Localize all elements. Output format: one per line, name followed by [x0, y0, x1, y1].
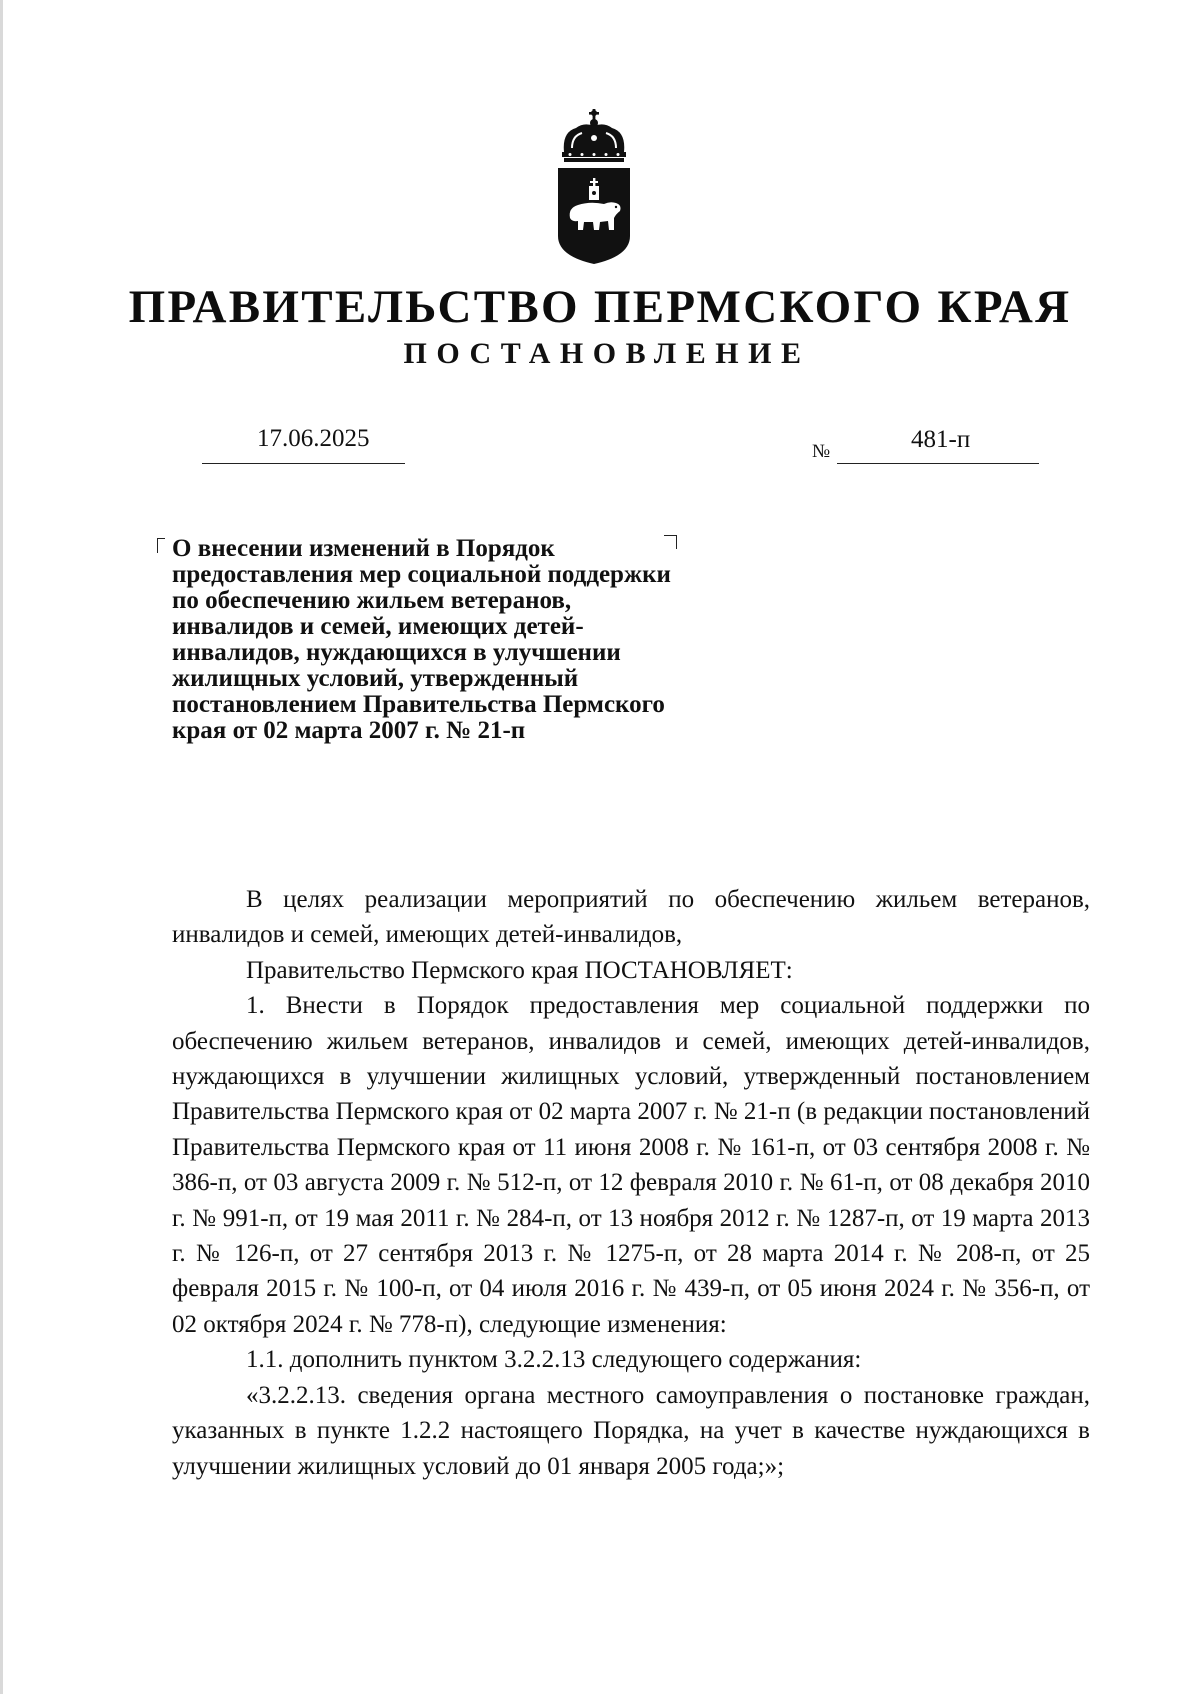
document-date: 17.06.2025 — [257, 425, 370, 452]
government-name: ПРАВИТЕЛЬСТВО ПЕРМСКОГО КРАЯ — [128, 281, 1072, 333]
clause-1-1-paragraph: 1.1. дополнить пунктом 3.2.2.13 следующего содержания: — [246, 1346, 862, 1374]
document-type: ПОСТАНОВЛЕНИЕ — [403, 337, 811, 370]
number-label: № — [812, 441, 831, 462]
date-underline — [202, 463, 405, 464]
document-subject: О внесении изменений в Порядок предоставления мер социальной поддержки по обеспечению жильем ветеранов, инвалидов и семей, имеющих детей-инвалидов, нуждающихся в улучшении жилищных условий, утвержденный постановлением Правительства Пермского края от 02 марта 2007 г. № 21-п — [172, 535, 671, 744]
perm-krai-coat-of-arms-icon — [556, 108, 632, 264]
document-number: 481-п — [911, 426, 971, 453]
preamble-paragraph: В целях реализации мероприятий по обеспечению жильем ветеранов, инвалидов и семей, имеющих детей-инвалидов, — [172, 886, 1090, 949]
number-underline — [837, 463, 1039, 464]
subject-bracket-left — [157, 538, 165, 553]
clause-3-2-2-13-paragraph: «3.2.2.13. сведения органа местного самоуправления о постановке граждан, указанных в пункте 1.2.2 настоящего Порядка, на учет в качестве нуждающихся в улучшении жилищных условий до 01 января 2005 года;»; — [172, 1381, 1090, 1480]
clause-1-paragraph: 1. Внести в Порядок предоставления мер социальной поддержки по обеспечению жильем ветеранов, инвалидов и семей, имеющих детей-инвалидов, нуждающихся в улучшении жилищных условий, утвержденный постановлением Правительства Пермского края от 02 марта 2007 г. № 21-п (в редакции постановлений Правительства Пермского края от 11 июня 2008 г. № 161-п, от 03 сентября 2008 г. № 386-п, от 03 августа 2009 г. № 512-п, от 12 февраля 2010 г. № 61-п, от 08 декабря 2010 г. № 991-п, от 19 мая 2011 г. № 284-п, от 13 ноября 2012 г. № 1287-п, от 19 марта 2013 г. № 126-п, от 27 сентября 2013 г. № 1275-п, от 28 марта 2014 г. № 208-п, от 25 февраля 2015 г. № 100-п, от 04 июля 2016 г. № 439-п, от 05 июня 2024 г. № 356-п, от 02 октября 2024 г. № 778-п), следующие изменения: — [172, 992, 1090, 1338]
resolution-paragraph: Правительство Пермского края ПОСТАНОВЛЯЕТ: — [246, 956, 793, 984]
document-body — [172, 882, 1090, 1484]
page-left-edge — [0, 0, 3, 1694]
